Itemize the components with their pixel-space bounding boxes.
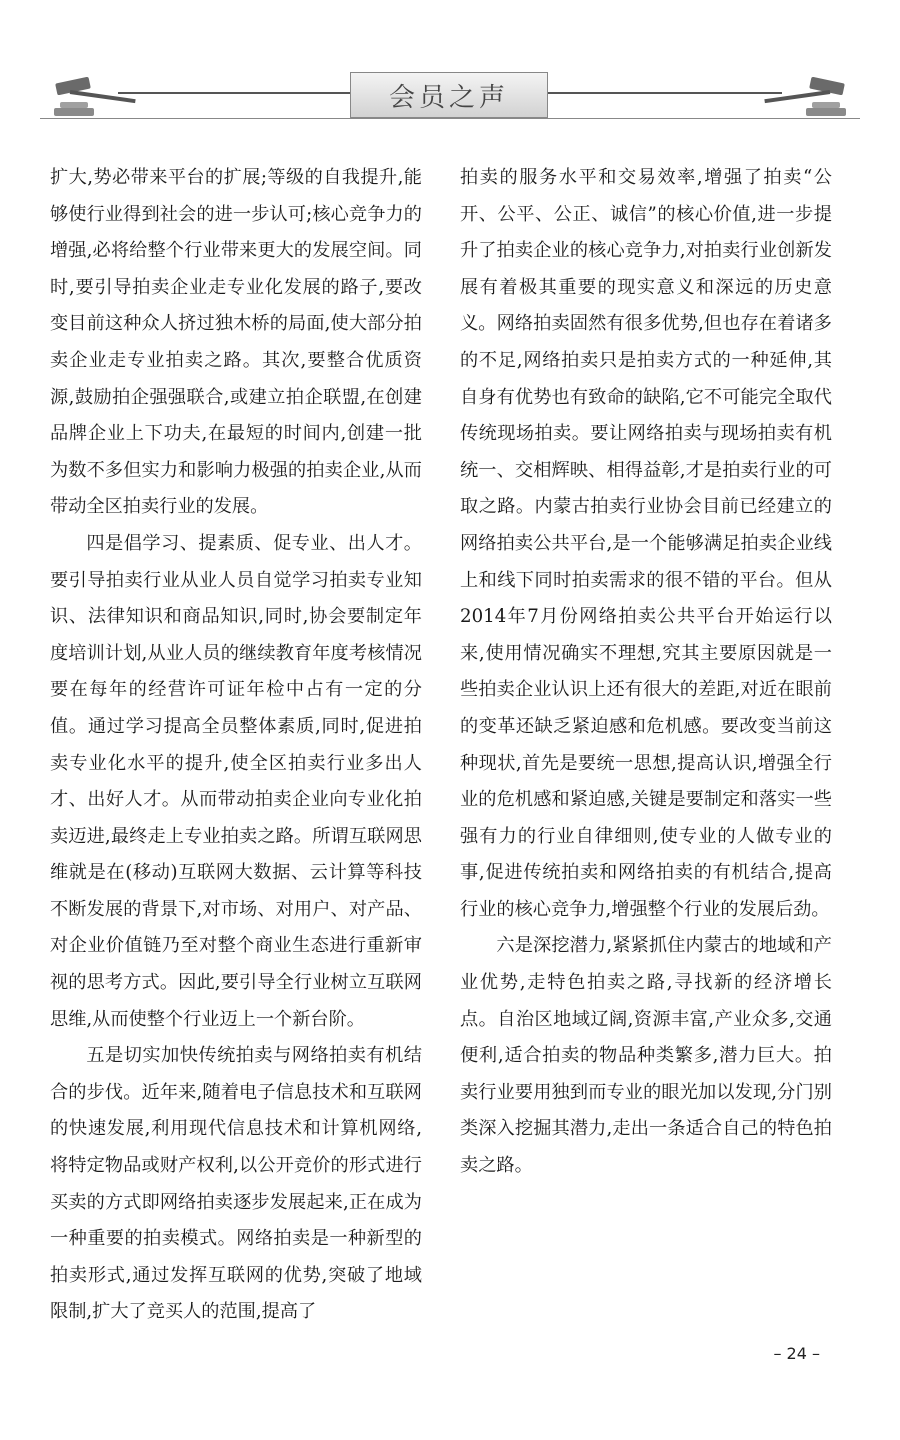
- page-header: [0, 0, 900, 140]
- header-rule-bottom: [40, 118, 860, 119]
- right-column: [460, 160, 832, 1185]
- paragraph: 拍卖的服务水平和交易效率,增强了拍卖“公开、公平、公正、诚信”的核心价值,进一步提升了拍卖企业的核心竞争力,对拍卖行业创新发展有着极其重要的现实意义和深远的历史意义。网络拍卖固然有很多优势,但也存在着诸多的不足,网络拍卖只是拍卖方式的一种延伸,其自身有优势也有致命的缺陷,它不可能完全取代传统现场拍卖。要让网络拍卖与现场拍卖有机统一、交相辉映、相得益彰,才是拍卖行业的可取之路。内蒙古拍卖行业协会目前已经建立的网络拍卖公共平台,是一个能够满足拍卖企业线上和线下同时拍卖需求的很不错的平台。但从2014年7月份网络拍卖公共平台开始运行以来,使用情况确实不理想,究其主要原因就是一些拍卖企业认识上还有很大的差距,对近在眼前的变革还缺乏紧迫感和危机感。要改变当前这种现状,首先是要统一思想,提高认识,增强全行业的危机感和紧迫感,关键是要制定和落实一些强有力的行业自律细则,使专业的人做专业的事,促进传统拍卖和网络拍卖的有机结合,提高行业的核心竞争力,增强整个行业的发展后劲。: [460, 167, 832, 920]
- paragraph: 四是倡学习、提素质、促专业、出人才。要引导拍卖行业从业人员自觉学习拍卖专业知识、法律知识和商品知识,同时,协会要制定年度培训计划,从业人员的继续教育年度考核情况要在每年的经营许可证年检中占有一定的分值。通过学习提高全员整体素质,同时,促进拍卖专业化水平的提升,使全区拍卖行业多出人才、出好人才。从而带动拍卖企业向专业化拍卖迈进,最终走上专业拍卖之路。所谓互联网思维就是在(移动)互联网大数据、云计算等科技不断发展的背景下,对市场、对用户、对产品、对企业价值链乃至对整个商业生态进行重新审视的思考方式。因此,要引导全行业树立互联网思维,从而使整个行业迈上一个新台阶。: [50, 532, 422, 1030]
- paragraph: 五是切实加快传统拍卖与网络拍卖有机结合的步伐。近年来,随着电子信息技术和互联网的快速发展,利用现代信息技术和计算机网络,将特定物品或财产权利,以公开竞价的形式进行买卖的方式即网络拍卖逐步发展起来,正在成为一种重要的拍卖模式。网络拍卖是一种新型的拍卖形式,通过发挥互联网的优势,突破了地域限制,扩大了竞买人的范围,提高了: [50, 1045, 422, 1323]
- section-title: 会员之声: [350, 72, 548, 118]
- left-column: [50, 160, 422, 1331]
- paragraph: 六是深挖潜力,紧紧抓住内蒙古的地域和产业优势,走特色拍卖之路,寻找新的经济增长点。自治区地域辽阔,资源丰富,产业众多,交通便利,适合拍卖的物品种类繁多,潜力巨大。拍卖行业要用独到而专业的眼光加以发现,分门别类深入挖掘其潜力,走出一条适合自己的特色拍卖之路。: [460, 935, 832, 1177]
- gavel-left-icon: [50, 68, 140, 120]
- gavel-right-icon: [760, 68, 850, 120]
- paragraph: 扩大,势必带来平台的扩展;等级的自我提升,能够使行业得到社会的进一步认可;核心竞争力的增强,必将给整个行业带来更大的发展空间。同时,要引导拍卖企业走专业化发展的路子,要改变目前这种众人挤过独木桥的局面,使大部分拍卖企业走专业拍卖之路。其次,要整合优质资源,鼓励拍企强强联合,或建立拍企联盟,在创建品牌企业上下功夫,在最短的时间内,创建一批为数不多但实力和影响力极强的拍卖企业,从而带动全区拍卖行业的发展。: [50, 167, 422, 518]
- page-number: – 24 –: [773, 1344, 820, 1363]
